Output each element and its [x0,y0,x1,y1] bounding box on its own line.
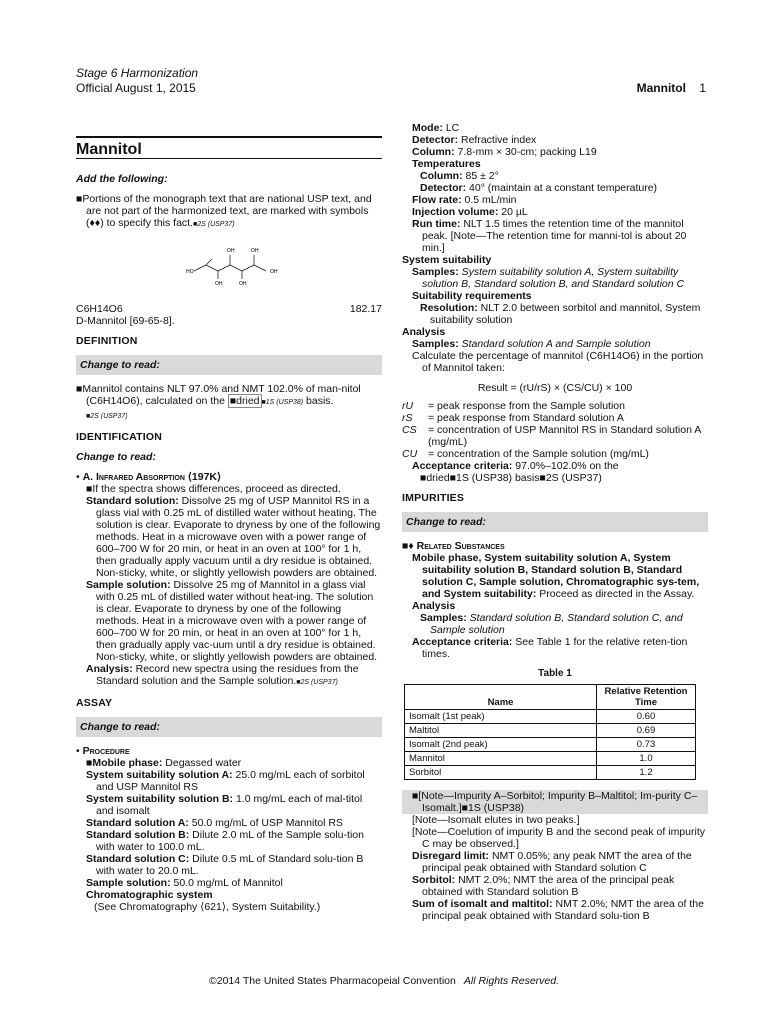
molecular-weight: 182.17 [349,303,382,315]
sample-solution: Sample solution: 50.0 mg/mL of Mannitol [86,877,283,889]
resolution: Resolution: NLT 2.0 between sorbitol and mannitol, System suitability solution [420,302,701,326]
footer [0,975,768,987]
molecular-formula: C6H14O6 [76,303,123,315]
definition-row: CU = concentration of the Sample solution (mg/mL) [402,448,649,460]
table-row: Maltitol 0.69 [405,724,696,738]
mobile-phase: ■Mobile phase: Degassed water [86,757,242,769]
retention-table [404,684,696,780]
note-isomalt: [Note—Isomalt elutes in two peaks.] [412,814,580,826]
related-substances-body: Mobile phase, System suitability solution A, System suitability solution B, Standard solution B, Standard solution C, Sample solution, Chromatographic sys-tem, and System suitability: Proceed as directed in the Assay. [412,552,700,600]
acceptance-criteria-2: Acceptance criteria: See Table 1 for the relative reten-tion times. [412,636,688,660]
procedure-title: • Procedure [76,745,130,757]
suitability-req: Suitability requirements [412,290,532,302]
structure-diagram [76,235,382,295]
note-impurities: ■[Note—Impurity A–Sorbitol; Impurity B–Maltitol; Im-purity C–Isomalt.]■1S (USP38) [402,790,708,814]
monograph-title: Mannitol [76,136,382,159]
acceptance-basis: ■dried■1S (USP38) basis■2S (USP37) [420,472,602,484]
related-substances-title: ■♦ Related Substances [402,540,505,552]
acceptance-criteria: Acceptance criteria: 97.0%–102.0% on the [412,460,619,472]
standard-a: Standard solution A: 50.0 mg/mL of USP Mannitol RS [86,817,343,829]
standard-c: Standard solution C: Dilute 0.5 mL of Standard solu-tion B with water to 20.0 mL. [86,853,364,877]
add-following: Add the following: [76,173,168,185]
standard-b: Standard solution B: Dilute 2.0 mL of the Sample solu-tion with water to 100.0 mL. [86,829,364,853]
mannitol-structure-icon [186,235,276,293]
change-banner: Change to read: [76,355,382,375]
temp-column: Column: 85 ± 2° [420,170,499,182]
analysis-2: Analysis [412,600,456,612]
definition-row: rU = peak response from the Sample solution [402,400,625,412]
sum-limit: Sum of isomalt and maltitol: NMT 2.0%; NMT the area of the principal peak obtained with Standard solu-tion B [412,898,704,922]
left-column [76,120,382,913]
change-banner: Change to read: [76,717,382,737]
table-caption: Table 1 [538,668,572,679]
svg-text:OH: OH [215,281,223,287]
ir-title: • A. Infrared Absorption ⟨197K⟩ [76,471,222,483]
formula-row [76,303,382,315]
table-header-row [405,685,696,710]
table-row: Sorbitol 1.2 [405,766,696,780]
table-row: Isomalt (2nd peak) 0.73 [405,738,696,752]
run-time: Run time: NLT 1.5 times the retention time of the mannitol peak. [Note—The retention time for manni-tol is about 20 min.] [412,218,687,254]
result-equation: Result = (rU/rS) × (CS/CU) × 100 [477,382,633,394]
running-title: Mannitol [636,81,686,95]
header-right [637,82,706,94]
ss-solution-a: System suitability solution A: 25.0 mg/mL each of sorbitol and USP Mannitol RS [86,769,365,793]
injection-volume: Injection volume: 20 µL [412,206,528,218]
column: Column: 7.8-mm × 30-cm; packing L19 [412,146,597,158]
intro-text: ■Portions of the monograph text that are national USP text, and are not part of the harmonized text, are marked with symbols (♦♦) to specify this fact.■2S (USP37) [76,193,372,229]
svg-text:OH: OH [251,248,259,254]
note-coelution: [Note—Coelution of impurity B and the second peak of impurity C may be observed.] [412,826,705,850]
samples-2: Samples: Standard solution A and Sample solution [412,338,651,350]
ir-analysis: Analysis: Record new spectra using the residues from the Standard solution and the Sample solution.■2S (USP37) [86,663,359,687]
samples-1: Samples: System suitability solution A, System suitability solution B, Standard solution B, and Standard solution C [412,266,685,290]
header-date: Official August 1, 2015 [76,81,196,95]
temp-detector: Detector: 40° (maintain at a constant temperature) [420,182,658,194]
rights: All Rights Reserved. [463,975,559,987]
temperatures: Temperatures [412,158,481,170]
chemical-name: D-Mannitol [69-65-8]. [76,315,175,327]
identification-heading: IDENTIFICATION [76,431,163,443]
disregard-limit: Disregard limit: NMT 0.05%; any peak NMT the area of the principal peak obtained with Standard solution C [412,850,692,874]
calculation: Calculate the percentage of mannitol (C6H14O6) in the portion of Mannitol taken: [412,350,704,374]
definition-row: rS = peak response from Standard solution A [402,412,624,424]
definition-text: ■Mannitol contains NLT 97.0% and NMT 102.0% of man-nitol (C6H14O6), calculated on the ■dried ■1S (USP38) basis. ■2S (USP37) [76,383,361,420]
right-column [402,122,708,922]
analysis-1: Analysis [402,326,446,338]
flow-rate: Flow rate: 0.5 mL/min [412,194,517,206]
system-suitability: System suitability [402,254,492,266]
definition-row: CS = concentration of USP Mannitol RS in Standard solution A (mg/mL) [402,424,701,448]
definition-heading: DEFINITION [76,335,138,347]
change-label: Change to read: [76,451,156,463]
definitions-list [402,400,708,460]
chrom-system-ref: (See Chromatography ⟨621⟩, System Suitability.) [94,901,321,913]
samples-3: Samples: Standard solution B, Standard solution C, and Sample solution [420,612,683,636]
mode: Mode: LC [412,122,460,134]
col-header-rrt: Relative Retention Time [597,685,696,710]
svg-text:HO: HO [186,269,194,275]
assay-heading: ASSAY [76,697,113,709]
copyright: ©2014 The United States Pharmacopeial Convention [209,975,456,987]
table-row: Isomalt (1st peak) 0.60 [405,710,696,724]
impurities-heading: IMPURITIES [402,492,465,504]
chrom-system: Chromatographic system [86,889,213,901]
sorbitol-limit: Sorbitol: NMT 2.0%; NMT the area of the principal peak obtained with Standard solution B [412,874,675,898]
ir-standard: Standard solution: Dissolve 25 mg of USP Mannitol RS in a glass vial with 0.25 mL of distilled water without heating. The solution is clear. Evaporate to dryness by one of the following methods. Heat in a microwave oven with a power range of 600–700 W for 20 min, or heat in an oven at 100° for 1 h, then gradually apply vacuum until a dry residue is obtained. Non-sticky, white, or slightly yellowish powders are obtained. [86,495,381,579]
change-banner: Change to read: [402,512,708,532]
ir-sample: Sample solution: Dissolve 25 mg of Mannitol in a glass vial with 0.25 mL of distilled water without heat-ing. The solution is clear. Evaporate to dryness by one of the following methods. Heat in a microwave oven with a power range of 600–700 W for 20 min, or heat in an oven at 100° for 1 h, then gradually apply vac-uum until a dry residue is obtained. Non-sticky, white, or slightly yellowish powders are obtained. [86,579,378,663]
detector: Detector: Refractive index [412,134,537,146]
ss-solution-b: System suitability solution B: 1.0 mg/mL each of mal-titol and isomalt [86,793,363,817]
svg-text:OH: OH [270,269,278,275]
page-number: 1 [699,81,706,95]
ir-note: ■If the spectra shows differences, proceed as directed. [86,483,341,495]
svg-text:OH: OH [239,281,247,287]
svg-text:OH: OH [227,248,235,254]
table-row: Mannitol 1.0 [405,752,696,766]
header-stage: Stage 6 Harmonization [76,66,199,80]
col-header-name: Name [405,685,597,710]
